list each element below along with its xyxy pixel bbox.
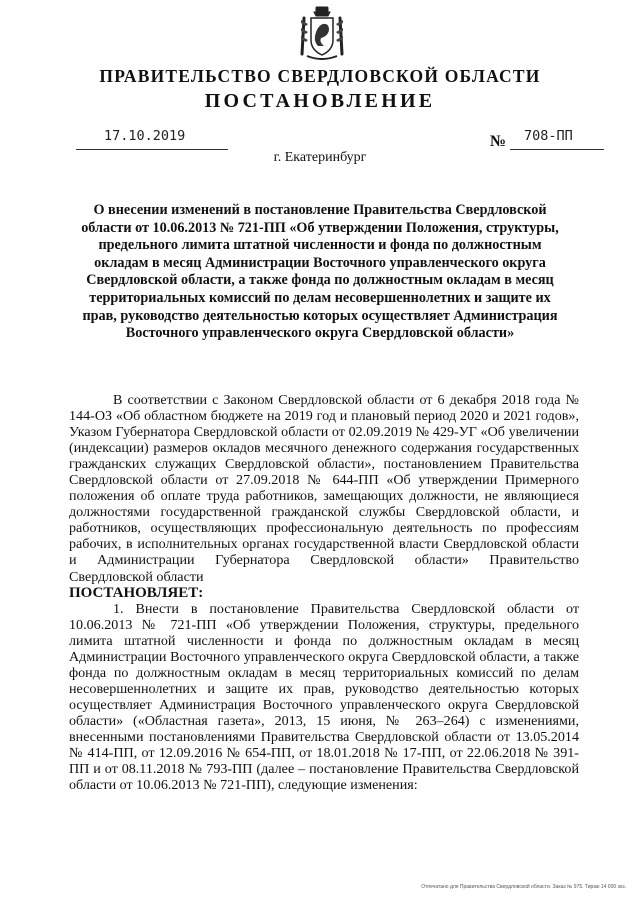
document-date: 17.10.2019 [104,128,186,144]
document-body [69,392,579,793]
document-number: 708-ПП [524,128,573,144]
city-line: г. Екатеринбург [273,150,367,165]
organization-title: ПРАВИТЕЛЬСТВО СВЕРДЛОВСКОЙ ОБЛАСТИ [99,66,541,86]
decree-word: ПОСТАНОВЛЯЕТ: [69,584,204,601]
document-type-title: ПОСТАНОВЛЕНИЕ [204,90,436,112]
number-sign: № [490,133,507,150]
item-1-paragraph: 1. Внести в постановление Правительства Свердловской области от 10.06.2013 № 721-ПП «Об утверждении Положения, структуры, предельного лимита штатной численности и фонда по должностным окладам в месяц Администрации Восточного управленческого округа Свердловской области, а также фонда по должностным окладам в месяц территориальных комиссий по делам несовершеннолетних и защите их прав, руководство деятельностью которых осуществляет Администрация Восточного управленческого округа Свердловской области» («Областная газета», 2013, 15 июня, № 263–264) с изменениями, внесенными постановлениями Правительства Свердловской области от 13.05.2014 № 414-ПП, от 12.09.2016 № 654-ПП, от 18.01.2018 № 17-ПП, от 22.06.2018 № 391-ПП и от 08.11.2018 № 793-ПП (далее – постановление Правительства Свердловской области от 10.06.2013 № 721-ПП), следующие изменения: [69,600,579,794]
preamble-paragraph: В соответствии с Законом Свердловской области от 6 декабря 2018 года № 144-ОЗ «Об областном бюджете на 2019 год и плановый период 2020 и 2021 годов», Указом Губернатора Свердловской области от 02.09.2019 № 429-УГ «Об увеличении (индексации) размеров окладов месячного денежного содержания государственных гражданских служащих Свердловской области», постановлением Правительства Свердловской области от 27.09.2018 № 644-ПП «Об утверждении Примерного положения об оплате труда работников, замещающих должности, не являющиеся должностями государственной гражданской службы Свердловской области, и работников, осуществляющих профессиональную деятельность по профессиям рабочих, в исполнительных органах государственной власти Свердловской области и Администрации Губернатора Свердловской области» Правительство Свердловской области [69,392,579,585]
print-note: Отпечатано для Правительства Свердловской области. Заказ № 975. Тираж 14 000 экз. [421,884,626,890]
coat-of-arms-icon [299,6,345,62]
document-heading: О внесении изменений в постановление Правительства Свердловской области от 10.06.2013 № 721-ПП «Об утверждении Положения, структуры, предельного лимита штатной численности и фонда по должностным окладам в месяц Администрации Восточного управленческого округа Свердловской области, а также фонда по должностным окладам в месяц территориальных комиссий по делам несовершеннолетних и защите их прав, руководство деятельностью которых осуществляет Администрация Восточного управленческого округа Свердловской области» [81,202,559,342]
